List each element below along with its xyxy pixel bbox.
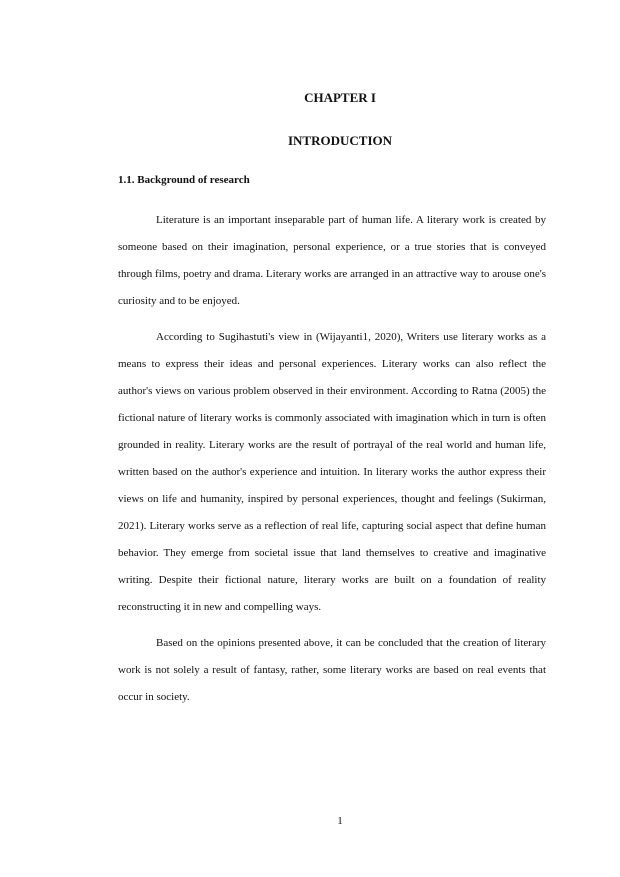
section-heading: 1.1. Background of research (118, 174, 250, 186)
page-number: 1 (337, 815, 343, 827)
body-text (118, 207, 546, 720)
paragraph-2: According to Sugihastuti's view in (Wijayanti1, 2020), Writers use literary works as a means to express their ideas and personal experiences. Literary works can also reflect the author's views on various problem observed in their environment. According to Ratna (2005) the fictional nature of literary works is commonly associated with imagination which in turn is often grounded in reality. Literary works are the result of portrayal of the real world and human life, written based on the author's experience and intuition. In literary works the author express their views on life and humanity, inspired by personal experiences, thought and feelings (Sukirman, 2021). Literary works serve as a reflection of real life, capturing social aspect that define human behavior. They emerge from societal issue that land themselves to creative and imaginative writing. Despite their fictional nature, literary works are built on a foundation of reality reconstructing it in new and compelling ways. (118, 331, 546, 613)
chapter-subtitle: INTRODUCTION (287, 133, 392, 148)
paragraph-3: Based on the opinions presented above, it can be concluded that the creation of literary work is not solely a result of fantasy, rather, some literary works are based on real events that occur in society. (118, 637, 546, 703)
paragraph-1: Literature is an important inseparable part of human life. A literary work is created by someone based on their imagination, personal experience, or a true stories that is conveyed through films, poetry and drama. Literary works are arranged in an attractive way to arouse one's curiosity and to be enjoyed. (118, 214, 546, 307)
chapter-title: CHAPTER I (304, 90, 376, 105)
